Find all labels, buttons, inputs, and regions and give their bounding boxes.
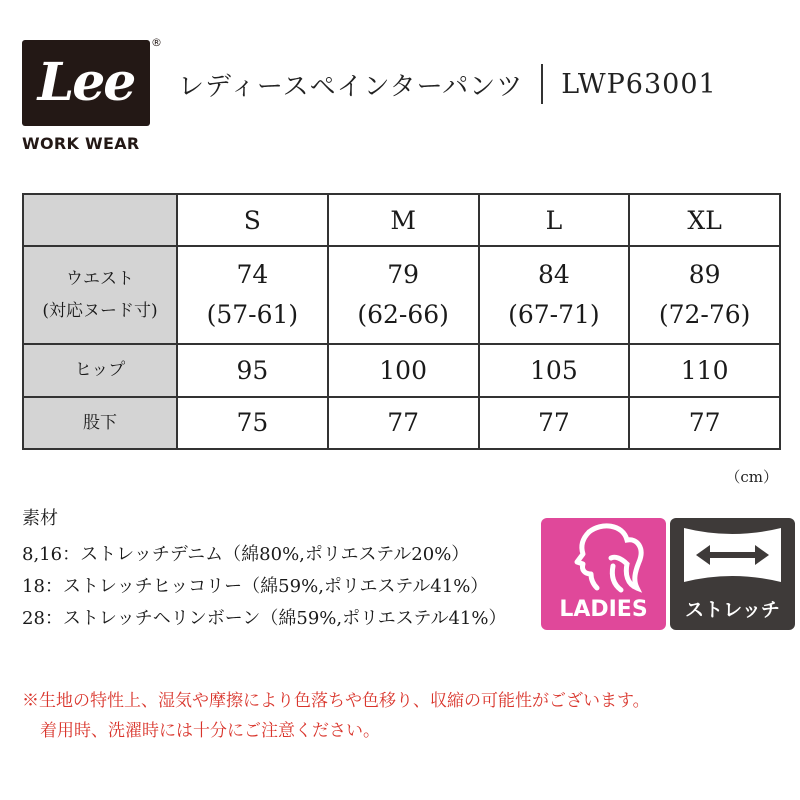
lee-logo-mark <box>22 36 162 126</box>
waist-value: 79 <box>387 260 420 289</box>
hip-cell-l: 105 <box>479 344 630 397</box>
size-header-s: S <box>177 194 328 246</box>
size-header-m: M <box>328 194 479 246</box>
table-row-waist <box>23 246 780 344</box>
row-label-waist-line1: ウエスト <box>66 268 134 289</box>
product-title-row <box>178 62 717 106</box>
waist-value: 89 <box>688 260 721 289</box>
material-line-1: 8,16：ストレッチデニム（綿80%,ポリエステル20%） <box>22 544 470 565</box>
inseam-cell-xl: 77 <box>629 397 780 449</box>
care-notice-line-2: 着用時、洗濯時には十分にご注意ください。 <box>40 721 380 741</box>
waist-value: 74 <box>236 260 269 289</box>
size-header-xl: XL <box>629 194 780 246</box>
title-divider <box>541 64 543 104</box>
brand-subtitle: WORK WEAR <box>22 134 140 153</box>
size-table <box>22 193 781 450</box>
waist-nude-range: (57-61) <box>206 300 299 329</box>
waist-value: 84 <box>537 260 570 289</box>
waist-nude-range: (62-66) <box>357 300 449 329</box>
unit-note: （cm） <box>725 468 778 486</box>
woman-silhouette-icon <box>541 518 666 598</box>
product-name: レディースペインターパンツ <box>178 71 524 102</box>
row-label-waist <box>23 246 177 344</box>
waist-nude-range: (72-76) <box>658 300 751 329</box>
waist-cell-m <box>328 246 479 344</box>
care-notice-line-1: ※生地の特性上、湿気や摩擦により色落ちや色移り、収縮の可能性がございます。 <box>22 691 650 711</box>
stretch-badge-label: ストレッチ <box>685 599 780 621</box>
table-corner-cell <box>23 194 177 246</box>
stretch-badge <box>670 518 795 630</box>
registered-mark: ® <box>151 36 162 49</box>
brand-logo <box>22 36 162 153</box>
table-row-hip <box>23 344 780 397</box>
size-header-row <box>23 194 780 246</box>
care-notice <box>22 686 650 746</box>
waist-cell-xl <box>629 246 780 344</box>
ladies-badge <box>541 518 666 630</box>
inseam-cell-l: 77 <box>479 397 630 449</box>
hip-cell-s: 95 <box>177 344 328 397</box>
table-row-inseam <box>23 397 780 449</box>
waist-nude-range: (67-71) <box>508 300 600 329</box>
product-code: LWP63001 <box>561 68 717 100</box>
material-line-2: 18：ストレッチヒッコリー（綿59%,ポリエステル41%） <box>22 576 489 597</box>
material-section <box>22 504 506 635</box>
logo-text: Lee <box>37 52 135 113</box>
ladies-badge-label: LADIES <box>559 597 648 622</box>
hip-cell-m: 100 <box>328 344 479 397</box>
material-line-3: 28：ストレッチヘリンボーン（綿59%,ポリエステル41%） <box>22 608 507 629</box>
double-arrow-icon <box>670 518 795 598</box>
hip-cell-xl: 110 <box>629 344 780 397</box>
row-label-waist-line2: (対応ヌード寸) <box>42 301 158 321</box>
row-label-hip: ヒップ <box>23 344 177 397</box>
row-label-inseam: 股下 <box>23 397 177 449</box>
waist-cell-l <box>479 246 630 344</box>
waist-cell-s <box>177 246 328 344</box>
inseam-cell-m: 77 <box>328 397 479 449</box>
size-header-l: L <box>479 194 630 246</box>
inseam-cell-s: 75 <box>177 397 328 449</box>
material-title: 素材 <box>22 508 58 529</box>
